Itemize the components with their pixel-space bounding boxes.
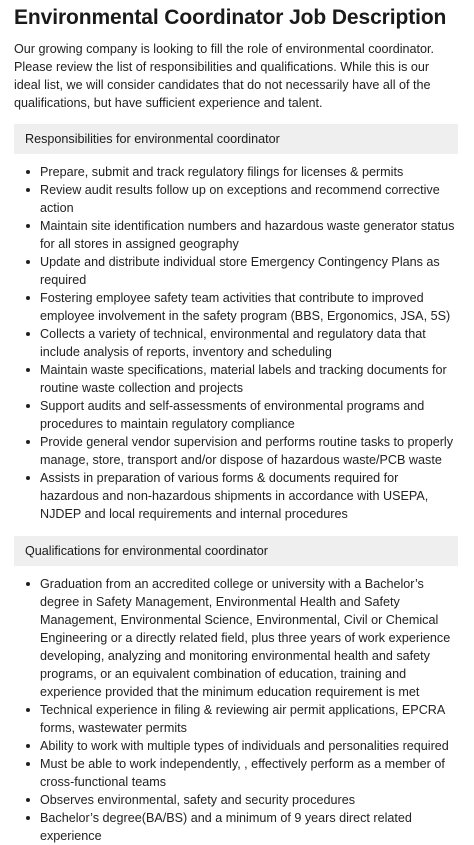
list-item: Bachelor’s degree(BA/BS) and a minimum of 9 years direct related experience	[40, 809, 460, 845]
qualifications-list	[14, 575, 460, 845]
page-title: Environmental Coordinator Job Description	[14, 6, 447, 29]
list-item: Prepare, submit and track regulatory filings for licenses & permits	[40, 163, 460, 181]
list-item: Graduation from an accredited college or university with a Bachelor’s degree in Safety Management, Environmental Health and Safety Management, Environmental Science, Environmental, Civil or Chemical Engineering or a directly related field, plus three years of work experience developing, analyzing and monitoring environmental health and safety programs, or an equivalent combination of education, training and experience provided that the minimum education requirement is met	[40, 575, 460, 701]
list-item: Must be able to work independently, , effectively perform as a member of cross-functional teams	[40, 755, 460, 791]
list-item: Maintain waste specifications, material labels and tracking documents for routine waste collection and projects	[40, 361, 460, 397]
intro-paragraph: Our growing company is looking to fill the role of environmental coordinator. Please review the list of responsibilities and qualifications. While this is our ideal list, we will consider candidates that do not necessarily have all of the qualifications, but have sufficient experience and talent.	[14, 42, 435, 110]
list-item: Support audits and self-assessments of environmental programs and procedures to maintain regulatory compliance	[40, 397, 460, 433]
list-item: Update and distribute individual store Emergency Contingency Plans as required	[40, 253, 460, 289]
list-item: Collects a variety of technical, environmental and regulatory data that include analysis of reports, inventory and scheduling	[40, 325, 460, 361]
list-item: Review audit results follow up on exceptions and recommend corrective action	[40, 181, 460, 217]
list-item: Observes environmental, safety and security procedures	[40, 791, 460, 809]
list-item: Maintain site identification numbers and hazardous waste generator status for all stores in assigned geography	[40, 217, 460, 253]
responsibilities-header: Responsibilities for environmental coordinator	[14, 124, 458, 154]
list-item: Technical experience in filing & reviewing air permit applications, EPCRA forms, wastewater permits	[40, 701, 460, 737]
list-item: Provide general vendor supervision and performs routine tasks to properly manage, store, transport and/or dispose of hazardous waste/PCB waste	[40, 433, 460, 469]
qualifications-header: Qualifications for environmental coordinator	[14, 536, 458, 566]
list-item: Fostering employee safety team activities that contribute to improved employee involvement in the safety program (BBS, Ergonomics, JSA, 5S)	[40, 289, 460, 325]
list-item: Assists in preparation of various forms & documents required for hazardous and non-hazardous shipments in accordance with USEPA, NJDEP and local requirements and internal procedures	[40, 469, 460, 523]
list-item: Ability to work with multiple types of individuals and personalities required	[40, 737, 460, 755]
responsibilities-list	[14, 163, 460, 523]
